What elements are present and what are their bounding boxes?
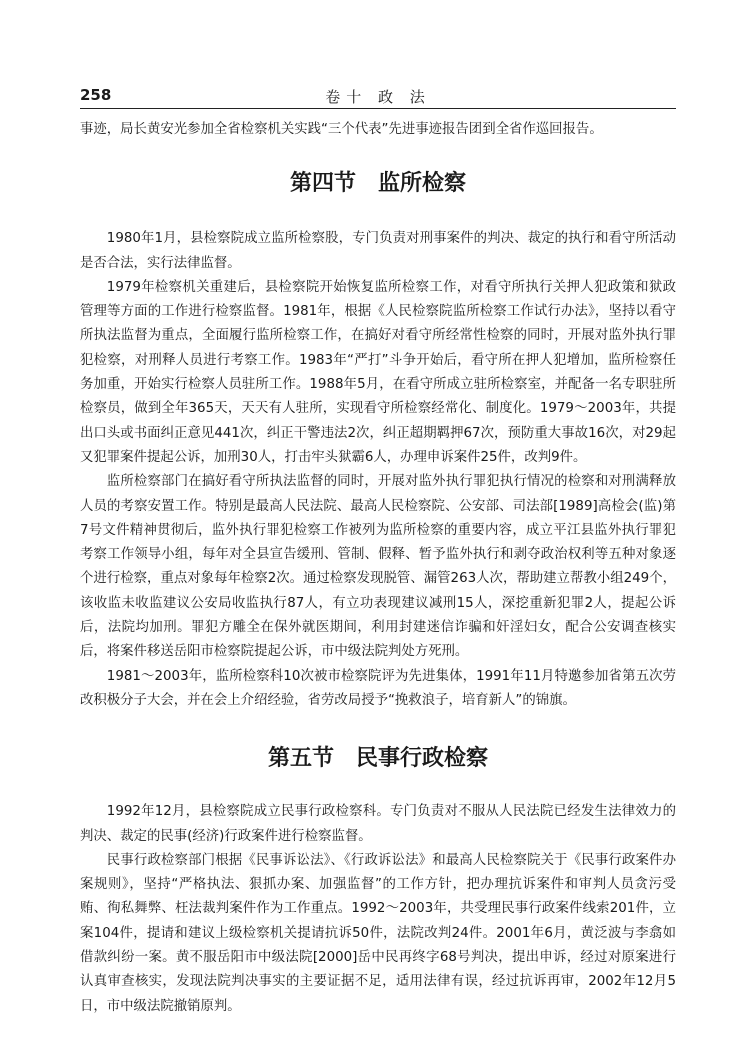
section-5-paragraph-1: 1992年12月，县检察院成立民事行政检察科。专门负责对不服从人民法院已经发生法律效力的判决、裁定的民事(经济)行政案件进行检察监督。 <box>80 804 676 844</box>
running-title: 卷十 政 法 <box>325 88 431 106</box>
section-4-title: 第四节 监所检察 <box>289 171 466 197</box>
page-header <box>80 86 676 109</box>
intro-continuation-paragraph: 事迹，局长黄安光参加全省检察机关实践“三个代表”先进事迹报告团到全省作巡回报告。 <box>80 122 603 137</box>
page-number: 258 <box>80 86 112 104</box>
section-5-paragraph-2: 民事行政检察部门根据《民事诉讼法》、《行政诉讼法》和最高人民检察院关于《民事行政案件办案规则》，坚持“严格执法、狠抓办案、加强监督”的工作方针，把办理抗诉案件和审判人员贪污受贿、徇私舞弊、枉法裁判案件作为工作重点。1992～2003年，共受理民事行政案件线索201件，立案104件，提请和建议上级检察机关提请抗诉50件，法院改判24件。2001年6月，黄泛波与李翕如借款纠纷一案。黄不服岳阳市中级法院[2000]岳中民再终字68号判决，提出申诉，经过对原案进行认真审查核实，发现法院判决事实的主要证据不足，适用法律有误，经过抗诉再审，2002年12月5日，市中级法院撤销原判。 <box>80 852 676 1014</box>
section-4-paragraph-3: 监所检察部门在搞好看守所执法监督的同时，开展对监外执行罪犯执行情况的检察和对刑满释放人员的考察安置工作。特别是最高人民法院、最高人民检察院、公安部、司法部[1989]高检会(监)第7号文件精神贯彻后，监外执行罪犯检察工作被列为监所检察的重要内容，成立平江县监外执行罪犯考察工作领导小组，每年对全县宣告缓刑、管制、假释、暂予监外执行和剥夺政治权利等五种对象逐个进行检察，重点对象每年检察2次。通过检察发现脱管、漏管263人次，帮助建立帮教小组249个，该收监未收监建议公安局收监执行87人，有立功表现建议减刑15人，深挖重新犯罪2人，提起公诉后，法院均加刑。罪犯方雕全在保外就医期间，利用封建迷信诈骗和奸淫妇女，配合公安调查核实后，将案件移送岳阳市检察院提起公诉，市中级法院判处方死刑。 <box>80 474 676 660</box>
section-4-paragraph-1: 1980年1月，县检察院成立监所检察股，专门负责对刑事案件的判决、裁定的执行和看守所活动是否合法，实行法律监督。 <box>80 231 676 271</box>
section-4-paragraph-4: 1981～2003年，监所检察科10次被市检察院评为先进集体，1991年11月特邀参加省第五次劳改积极分子大会，并在会上介绍经验，省劳改局授予“挽救浪子，培育新人”的锦旗。 <box>80 668 676 708</box>
section-4-paragraph-2: 1979年检察机关重建后，县检察院开始恢复监所检察工作，对看守所执行关押人犯政策和狱政管理等方面的工作进行检察监督。1981年，根据《人民检察院监所检察工作试行办法》，坚持以看守所执法监督为重点，全面履行监所检察工作，在搞好对看守所经常性检察的同时，开展对监外执行罪犯检察，对刑释人员进行考察工作。1983年“严打”斗争开始后，看守所在押人犯增加，监所检察任务加重，开始实行检察人员驻所工作。1988年5月，在看守所成立驻所检察室，并配备一名专职驻所检察员，做到全年365天，天天有人驻所，实现看守所检察经常化、制度化。1979～2003年，共提出口头或书面纠正意见441次，纠正干警违法2次，纠正超期羁押67次，预防重大事故16次，对29起又犯罪案件提起公诉，加刑30人，打击牢头狱霸6人，办理申诉案件25件，改判9件。 <box>80 279 676 465</box>
section-5-title: 第五节 民事行政检察 <box>267 746 488 772</box>
page-content <box>80 118 676 1019</box>
